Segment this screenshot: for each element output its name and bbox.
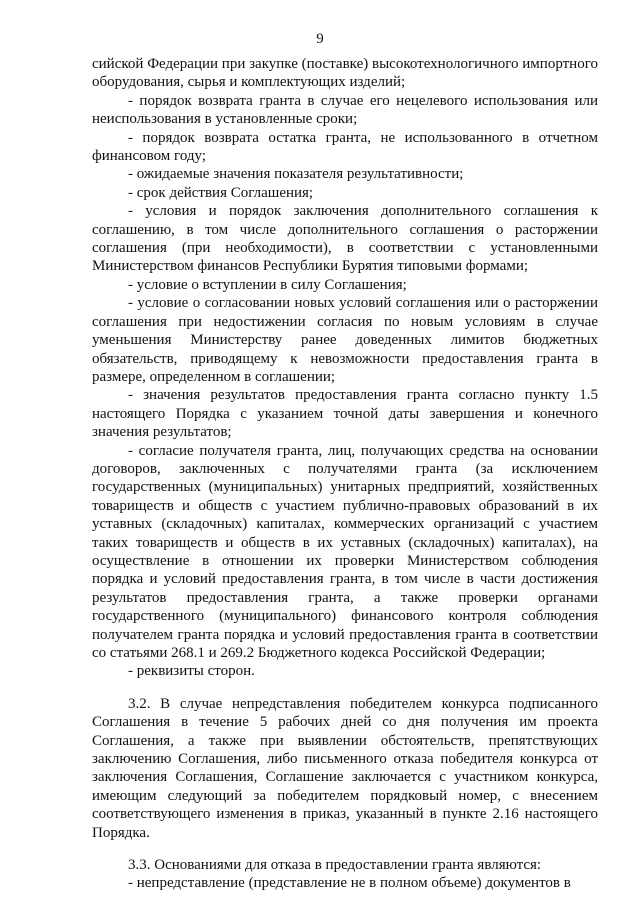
list-item-grant-balance-return: - порядок возврата остатка гранта, не использованного в отчетном финансовом году;	[92, 129, 598, 165]
list-item-entry-into-force: - условие о вступлении в силу Соглашения;	[128, 276, 407, 293]
list-item-expected-indicators: - ожидаемые значения показателя результативности;	[128, 166, 464, 183]
list-item-result-values: - значения результатов предоставления гранта согласно пункту 1.5 настоящего Порядка с указанием точной даты завершения и конечного значения результатов;	[92, 387, 598, 441]
section-3-2: 3.2. В случае непредставления победителем конкурса подписанного Соглашения в течение 5 рабочих дней со дня получения им проекта Соглашения, а также при выявлении обстоятельств, препятствующих заключению Соглашения, либо письменного отказа победителя конкурса от заключения Соглашения, Соглашение заключается с участником конкурса, имеющим следующий за победителем порядковый номер, с внесением соответствующего изменения в приказ, указанный в пункте 2.16 настоящего Порядка.	[92, 695, 598, 841]
section-3-3: 3.3. Основаниями для отказа в предоставлении гранта являются:	[128, 857, 542, 874]
document-body	[92, 55, 598, 893]
list-item-agreement-term: - срок действия Соглашения;	[128, 184, 314, 201]
page-number: 9	[316, 31, 324, 47]
paragraph-continuation: сийской Федерации при закупке (поставке) высокотехнологичного импортного оборудования, сырья и комплектующих изделий;	[92, 56, 598, 91]
list-item-recipient-consent: - согласие получателя гранта, лиц, получающих средства на основании договоров, заключенных с получателями гранта (за исключением государственных (муниципальных) унитарных предприятий, хозяйственных товариществ и обществ с участием публично-правовых образований в их уставных (складочных) капиталах, коммерческих организаций с участием таких товариществ и обществ в их уставных (складочных) капиталах), на осуществление в отношении их проверки Министерством соблюдения порядка и условий предоставления гранта, в том числе в части достижения результатов предоставления гранта, а также проверки органами государственного (муниципального) финансового контроля соблюдения получателем гранта порядка и условий предоставления гранта в соответствии со статьями 268.1 и 269.2 Бюджетного кодекса Российской Федерации;	[92, 442, 598, 661]
list-item-party-details: - реквизиты сторон.	[128, 663, 255, 680]
list-item-new-conditions: - условие о согласовании новых условий соглашения или о расторжении соглашения при недостижении согласия по новым условиям в случае уменьшения Министерству ранее доведенных лимитов бюджетных обязательств, приводящему к невозможности предоставления гранта в размере, определенном в соглашении;	[92, 295, 598, 385]
list-item-grant-return-misuse: - порядок возврата гранта в случае его нецелевого использования или неиспользования в установленные сроки;	[92, 92, 598, 128]
list-item-non-submission: - непредставление (представление не в полном объеме) документов в	[128, 875, 571, 892]
list-item-additional-agreement: - условия и порядок заключения дополнительного соглашения к соглашению, в том числе дополнительного соглашения о расторжении соглашения (при необходимости), в соответствии с установленными Министерством финансов Республики Бурятия типовыми формами;	[92, 203, 598, 275]
